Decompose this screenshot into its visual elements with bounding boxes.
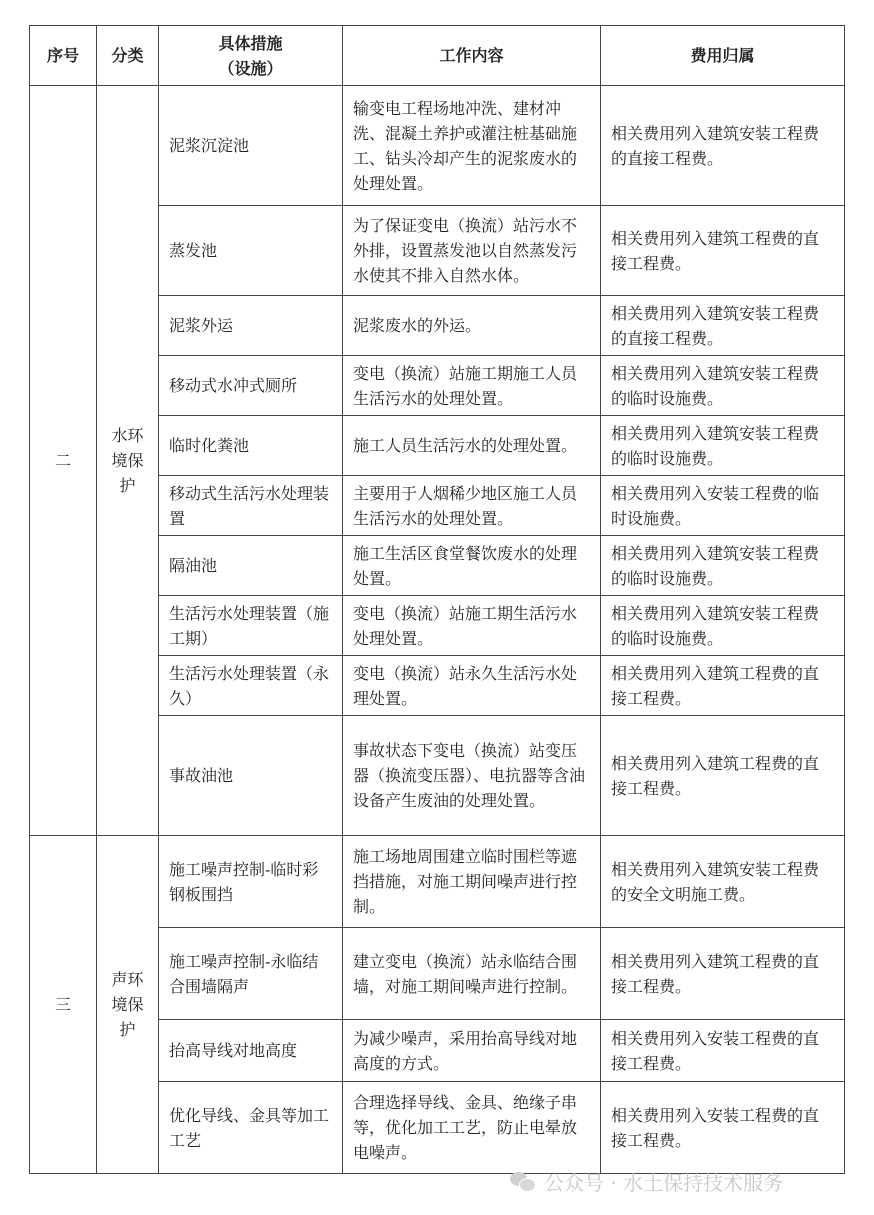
header-measure-line2: （设施）: [218, 58, 283, 78]
work-cell: 施工生活区食堂餐饮废水的处理处置。: [343, 536, 601, 596]
wechat-icon: [510, 1170, 536, 1192]
fee-cell: 相关费用列入建筑安装工程费的直接工程费。: [601, 296, 845, 356]
work-cell: 变电（换流）站永久生活污水处理处置。: [343, 656, 601, 716]
header-fee: 费用归属: [601, 26, 845, 86]
work-cell: 为了保证变电（换流）站污水不外排，设置蒸发池以自然蒸发污水使其不排入自然水体。: [343, 206, 601, 296]
measure-cell: 移动式生活污水处理装置: [159, 476, 343, 536]
work-cell: 事故状态下变电（换流）站变压器（换流变压器）、电抗器等含油设备产生废油的处理处置。: [343, 716, 601, 836]
work-cell: 输变电工程场地冲洗、建材冲洗、混凝土养护或灌注桩基础施工、钻头冷却产生的泥浆废水的处理处置。: [343, 86, 601, 206]
header-category: 分类: [97, 26, 159, 86]
work-cell: 变电（换流）站施工期施工人员生活污水的处理处置。: [343, 356, 601, 416]
fee-cell: 相关费用列入建筑工程费的直接工程费。: [601, 656, 845, 716]
fee-cell: 相关费用列入建筑安装工程费的临时设施费。: [601, 536, 845, 596]
measures-table: [29, 25, 845, 1174]
fee-cell: 相关费用列入安装工程费的直接工程费。: [601, 1082, 845, 1174]
fee-cell: 相关费用列入建筑安装工程费的临时设施费。: [601, 416, 845, 476]
measure-cell: 临时化粪池: [159, 416, 343, 476]
work-cell: 主要用于人烟稀少地区施工人员生活污水的处理处置。: [343, 476, 601, 536]
watermark-text: 公众号 · 水土保持技术服务: [544, 1170, 784, 1195]
measure-cell: 施工噪声控制-临时彩钢板围挡: [159, 836, 343, 928]
work-cell: 施工人员生活污水的处理处置。: [343, 416, 601, 476]
group-index: 三: [30, 836, 97, 1174]
fee-cell: 相关费用列入建筑安装工程费的临时设施费。: [601, 596, 845, 656]
table-row: [30, 86, 845, 206]
table-row: [30, 836, 845, 928]
header-measure: [159, 26, 343, 86]
measure-cell: 施工噪声控制-永临结合围墙隔声: [159, 928, 343, 1020]
header-row: [30, 26, 845, 86]
header-work: 工作内容: [343, 26, 601, 86]
work-cell: 建立变电（换流）站永临结合围墙，对施工期间噪声进行控制。: [343, 928, 601, 1020]
measure-cell: 蒸发池: [159, 206, 343, 296]
measure-cell: 优化导线、金具等加工工艺: [159, 1082, 343, 1174]
fee-cell: 相关费用列入建筑安装工程费的直接工程费。: [601, 86, 845, 206]
work-cell: 施工场地周围建立临时围栏等遮挡措施，对施工期间噪声进行控制。: [343, 836, 601, 928]
fee-cell: 相关费用列入建筑安装工程费的临时设施费。: [601, 356, 845, 416]
watermark: [510, 1168, 783, 1194]
measure-cell: 抬高导线对地高度: [159, 1020, 343, 1082]
measure-cell: 隔油池: [159, 536, 343, 596]
fee-cell: 相关费用列入建筑工程费的直接工程费。: [601, 716, 845, 836]
work-cell: 变电（换流）站施工期生活污水处理处置。: [343, 596, 601, 656]
measure-cell: 事故油池: [159, 716, 343, 836]
measure-cell: 生活污水处理装置（永久）: [159, 656, 343, 716]
group-category: 水环境保护: [97, 86, 159, 836]
measure-cell: 移动式水冲式厕所: [159, 356, 343, 416]
fee-cell: 相关费用列入建筑工程费的直接工程费。: [601, 928, 845, 1020]
header-measure-line1: 具体措施: [218, 33, 283, 53]
measure-cell: 泥浆沉淀池: [159, 86, 343, 206]
fee-cell: 相关费用列入建筑安装工程费的安全文明施工费。: [601, 836, 845, 928]
measure-cell: 泥浆外运: [159, 296, 343, 356]
fee-cell: 相关费用列入安装工程费的直接工程费。: [601, 1020, 845, 1082]
group-category: 声环境保护: [97, 836, 159, 1174]
fee-cell: 相关费用列入建筑工程费的直接工程费。: [601, 206, 845, 296]
group-index: 二: [30, 86, 97, 836]
work-cell: 泥浆废水的外运。: [343, 296, 601, 356]
measure-cell: 生活污水处理装置（施工期）: [159, 596, 343, 656]
work-cell: 合理选择导线、金具、绝缘子串等，优化加工工艺，防止电晕放电噪声。: [343, 1082, 601, 1174]
fee-cell: 相关费用列入安装工程费的临时设施费。: [601, 476, 845, 536]
work-cell: 为减少噪声，采用抬高导线对地高度的方式。: [343, 1020, 601, 1082]
header-index: 序号: [30, 26, 97, 86]
